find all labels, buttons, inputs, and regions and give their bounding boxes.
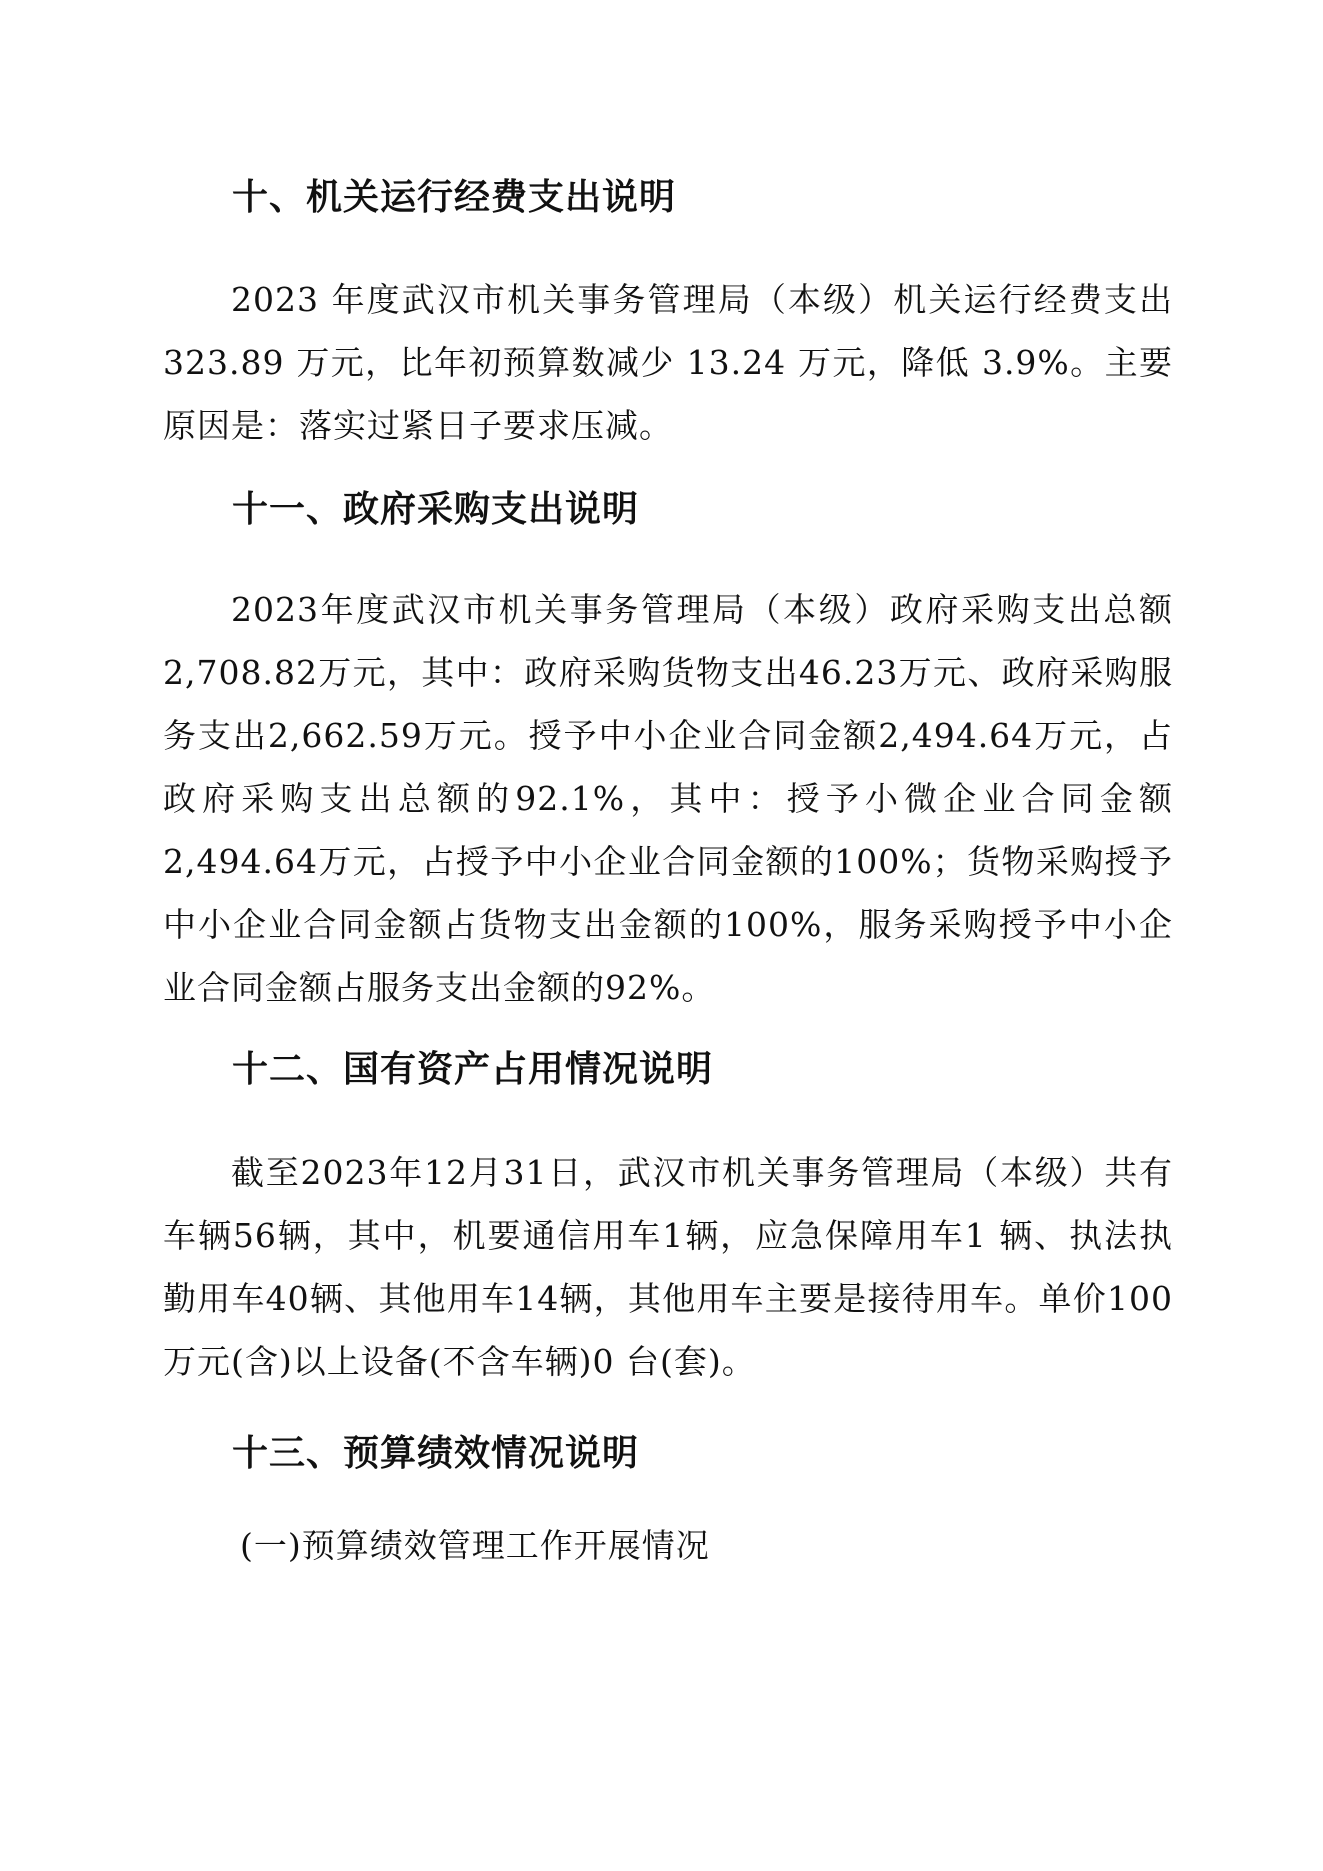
- section-11-body: 2023年度武汉市机关事务管理局（本级）政府采购支出总额2,708.82万元，其中：政府采购货物支出46.23万元、政府采购服务支出2,662.59万元。授予中小企业合同金额2,494.64万元，占政府采购支出总额的92.1%，其中：授予小微企业合同金额2,494.64万元，占授予中小企业合同金额的100%；货物采购授予中小企业合同金额占货物支出金额的100%，服务采购授予中小企业合同金额占服务支出金额的92%。: [163, 590, 1173, 1007]
- section-10-heading: 十、机关运行经费支出说明: [232, 177, 677, 218]
- section-10-body: 2023 年度武汉市机关事务管理局（本级）机关运行经费支出323.89 万元，比年初预算数减少 13.24 万元，降低 3.9%。主要原因是：落实过紧日子要求压减。: [163, 280, 1173, 445]
- section-12-heading: 十二、国有资产占用情况说明: [232, 1049, 714, 1090]
- section-13-subheading: (一)预算绩效管理工作开展情况: [240, 1526, 710, 1565]
- section-13-heading: 十三、预算绩效情况说明: [232, 1433, 640, 1474]
- section-12-body: 截至2023年12月31日，武汉市机关事务管理局（本级）共有车辆56辆，其中，机要通信用车1辆，应急保障用车1 辆、执法执勤用车40辆、其他用车14辆，其他用车主要是接待用车。单价100万元(含)以上设备(不含车辆)0 台(套)。: [163, 1153, 1173, 1381]
- section-11-heading: 十一、政府采购支出说明: [232, 489, 640, 530]
